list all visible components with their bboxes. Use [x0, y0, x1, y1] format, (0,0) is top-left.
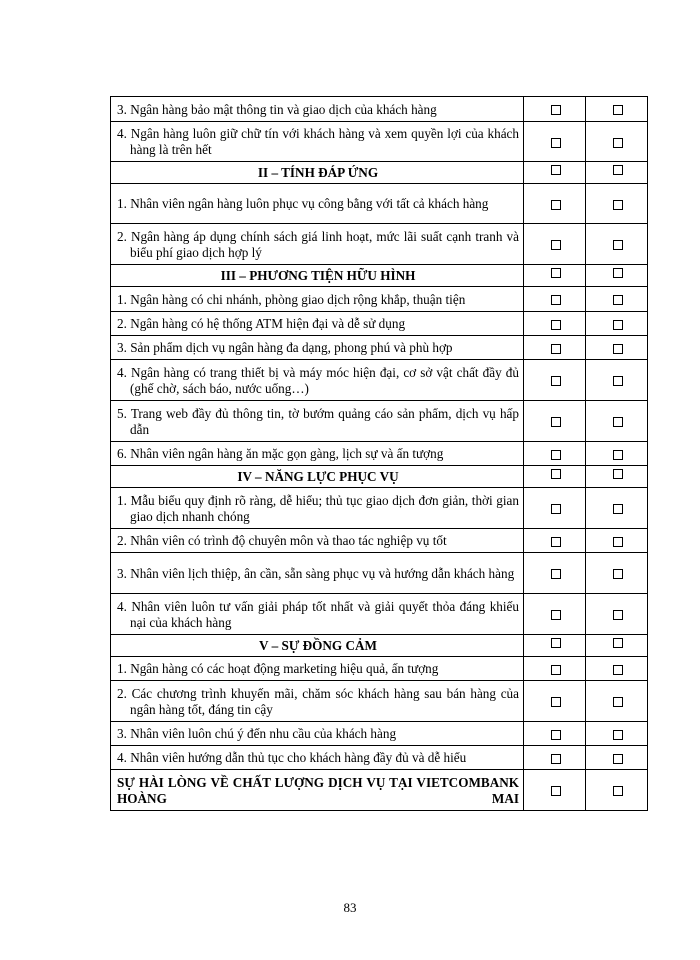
survey-item-row [111, 184, 648, 224]
checkbox-cell-1 [524, 657, 586, 681]
checkbox-icon[interactable] [551, 138, 561, 148]
row-text: 1. Mẫu biểu quy định rõ ràng, dễ hiểu; thủ tục giao dịch đơn giản, thời gian giao dịch nhanh chóng [117, 492, 519, 524]
survey-item-row [111, 681, 648, 722]
checkbox-cell-1 [524, 722, 586, 746]
survey-item-text [111, 681, 524, 722]
checkbox-icon[interactable] [613, 697, 623, 707]
checkbox-cell-1 [524, 162, 586, 184]
survey-item-text [111, 336, 524, 360]
survey-item-text [111, 553, 524, 594]
survey-item-row [111, 122, 648, 162]
checkbox-cell-2 [586, 224, 648, 265]
survey-item-row [111, 401, 648, 442]
checkbox-icon[interactable] [613, 665, 623, 675]
checkbox-icon[interactable] [551, 320, 561, 330]
checkbox-cell-2 [586, 442, 648, 466]
checkbox-cell-1 [524, 594, 586, 635]
checkbox-icon[interactable] [551, 240, 561, 250]
survey-item-row [111, 722, 648, 746]
survey-item-row [111, 657, 648, 681]
row-text: III – PHƯƠNG TIỆN HỮU HÌNH [220, 268, 416, 283]
checkbox-cell-2 [586, 122, 648, 162]
survey-item-text [111, 657, 524, 681]
checkbox-icon[interactable] [613, 105, 623, 115]
survey-item-text [111, 722, 524, 746]
section-heading [111, 162, 524, 184]
checkbox-cell-1 [524, 635, 586, 657]
survey-item-row [111, 594, 648, 635]
checkbox-cell-1 [524, 746, 586, 770]
survey-item-text [111, 287, 524, 312]
checkbox-icon[interactable] [551, 376, 561, 386]
checkbox-cell-1 [524, 224, 586, 265]
checkbox-icon[interactable] [551, 165, 561, 175]
row-text: 3. Sản phẩm dịch vụ ngân hàng đa dạng, phong phú và phù hợp [117, 340, 453, 355]
checkbox-cell-2 [586, 265, 648, 287]
section-heading-row [111, 265, 648, 287]
checkbox-cell-1 [524, 401, 586, 442]
checkbox-icon[interactable] [551, 610, 561, 620]
survey-item-row [111, 488, 648, 529]
checkbox-icon[interactable] [551, 295, 561, 305]
section-heading-row [111, 466, 648, 488]
checkbox-cell-1 [524, 681, 586, 722]
checkbox-cell-2 [586, 401, 648, 442]
survey-item-row [111, 529, 648, 553]
row-text: 1. Nhân viên ngân hàng luôn phục vụ công bằng với tất cả khách hàng [117, 196, 489, 211]
survey-item-row [111, 287, 648, 312]
survey-item-text [111, 312, 524, 336]
checkbox-cell-2 [586, 97, 648, 122]
survey-item-text [111, 488, 524, 529]
checkbox-icon[interactable] [613, 138, 623, 148]
checkbox-icon[interactable] [551, 268, 561, 278]
checkbox-icon[interactable] [551, 344, 561, 354]
row-text: 4. Nhân viên hướng dẫn thủ tục cho khách hàng đầy đủ và dễ hiểu [117, 750, 467, 765]
survey-table [110, 96, 648, 811]
checkbox-icon[interactable] [551, 638, 561, 648]
checkbox-cell-1 [524, 488, 586, 529]
checkbox-icon[interactable] [613, 376, 623, 386]
survey-item-row [111, 553, 648, 594]
checkbox-cell-2 [586, 770, 648, 811]
checkbox-icon[interactable] [551, 697, 561, 707]
checkbox-icon[interactable] [551, 504, 561, 514]
row-text: V – SỰ ĐỒNG CẢM [259, 638, 377, 653]
checkbox-icon[interactable] [551, 450, 561, 460]
checkbox-icon[interactable] [613, 165, 623, 175]
checkbox-icon[interactable] [613, 320, 623, 330]
row-text: II – TÍNH ĐÁP ỨNG [257, 165, 379, 180]
row-text: 3. Nhân viên lịch thiệp, ân cần, sẵn sàng phục vụ và hướng dẫn khách hàng [117, 565, 515, 581]
checkbox-icon[interactable] [613, 417, 623, 427]
row-text: 3. Nhân viên luôn chú ý đến nhu cầu của khách hàng [117, 726, 397, 741]
checkbox-cell-1 [524, 770, 586, 811]
checkbox-icon[interactable] [551, 754, 561, 764]
checkbox-icon[interactable] [613, 638, 623, 648]
checkbox-icon[interactable] [613, 754, 623, 764]
row-text: 6. Nhân viên ngân hàng ăn mặc gọn gàng, lịch sự và ấn tượng [117, 446, 444, 461]
checkbox-icon[interactable] [613, 469, 623, 479]
checkbox-cell-2 [586, 746, 648, 770]
checkbox-icon[interactable] [613, 537, 623, 547]
checkbox-icon[interactable] [613, 200, 623, 210]
row-text: 5. Trang web đầy đủ thông tin, tờ bướm quảng cáo sản phẩm, dịch vụ hấp dẫn [117, 405, 519, 437]
checkbox-cell-1 [524, 265, 586, 287]
survey-item-text [111, 224, 524, 265]
checkbox-icon[interactable] [551, 469, 561, 479]
checkbox-cell-2 [586, 312, 648, 336]
checkbox-cell-1 [524, 184, 586, 224]
survey-item-row [111, 312, 648, 336]
row-text: 2. Ngân hàng áp dụng chính sách giá linh hoạt, mức lãi suất cạnh tranh và biểu phí giao dịch hợp lý [117, 228, 519, 260]
survey-item-row [111, 336, 648, 360]
checkbox-cell-2 [586, 681, 648, 722]
row-text: SỰ HÀI LÒNG VỀ CHẤT LƯỢNG DỊCH VỤ TẠI VIETCOMBANK HOÀNG MAI [117, 774, 519, 806]
checkbox-cell-2 [586, 162, 648, 184]
row-text: 2. Ngân hàng có hệ thống ATM hiện đại và dễ sử dụng [117, 316, 406, 331]
section-heading [111, 265, 524, 287]
checkbox-cell-2 [586, 336, 648, 360]
survey-item-text [111, 122, 524, 162]
checkbox-icon[interactable] [613, 344, 623, 354]
overall-satisfaction-row [111, 770, 648, 811]
row-text: 2. Nhân viên có trình độ chuyên môn và thao tác nghiệp vụ tốt [117, 533, 447, 548]
section-heading-row [111, 162, 648, 184]
survey-item-text [111, 529, 524, 553]
checkbox-icon[interactable] [613, 730, 623, 740]
survey-item-row [111, 746, 648, 770]
survey-item-text [111, 401, 524, 442]
overall-satisfaction-label [111, 770, 524, 811]
checkbox-cell-1 [524, 529, 586, 553]
row-text: 3. Ngân hàng bảo mật thông tin và giao dịch của khách hàng [117, 101, 437, 117]
survey-item-text [111, 184, 524, 224]
checkbox-icon[interactable] [551, 786, 561, 796]
checkbox-icon[interactable] [613, 786, 623, 796]
checkbox-cell-2 [586, 184, 648, 224]
checkbox-cell-1 [524, 97, 586, 122]
checkbox-cell-2 [586, 360, 648, 401]
survey-item-row [111, 97, 648, 122]
checkbox-icon[interactable] [551, 200, 561, 210]
row-text: 4. Nhân viên luôn tư vấn giải pháp tốt nhất và giải quyết thỏa đáng khiếu nại của khách hàng [117, 598, 519, 630]
checkbox-icon[interactable] [613, 240, 623, 250]
section-heading [111, 466, 524, 488]
checkbox-cell-1 [524, 312, 586, 336]
checkbox-icon[interactable] [613, 450, 623, 460]
checkbox-cell-1 [524, 360, 586, 401]
checkbox-cell-1 [524, 466, 586, 488]
row-text: IV – NĂNG LỰC PHỤC VỤ [237, 469, 399, 484]
checkbox-icon[interactable] [551, 417, 561, 427]
checkbox-cell-1 [524, 553, 586, 594]
checkbox-cell-1 [524, 442, 586, 466]
checkbox-icon[interactable] [551, 569, 561, 579]
checkbox-cell-2 [586, 466, 648, 488]
checkbox-icon[interactable] [613, 268, 623, 278]
checkbox-cell-1 [524, 122, 586, 162]
checkbox-icon[interactable] [613, 610, 623, 620]
row-text: 4. Ngân hàng luôn giữ chữ tín với khách hàng và xem quyền lợi của khách hàng là trên hết [117, 126, 519, 157]
checkbox-cell-2 [586, 287, 648, 312]
survey-item-text [111, 97, 524, 122]
checkbox-icon[interactable] [551, 665, 561, 675]
checkbox-icon[interactable] [613, 504, 623, 514]
row-text: 1. Ngân hàng có các hoạt động marketing hiệu quả, ấn tượng [117, 661, 439, 676]
checkbox-cell-2 [586, 553, 648, 594]
row-text: 4. Ngân hàng có trang thiết bị và máy móc hiện đại, cơ sở vật chất đầy đủ (ghế chờ, sách báo, nước uống…) [117, 364, 519, 396]
checkbox-icon[interactable] [613, 569, 623, 579]
checkbox-icon[interactable] [551, 730, 561, 740]
section-heading-row [111, 635, 648, 657]
survey-item-text [111, 746, 524, 770]
checkbox-cell-2 [586, 594, 648, 635]
survey-table-body [111, 97, 648, 811]
checkbox-cell-1 [524, 287, 586, 312]
checkbox-cell-2 [586, 529, 648, 553]
checkbox-cell-2 [586, 488, 648, 529]
row-text: 1. Ngân hàng có chi nhánh, phòng giao dịch rộng khắp, thuận tiện [117, 291, 466, 307]
checkbox-icon[interactable] [551, 105, 561, 115]
survey-item-text [111, 360, 524, 401]
survey-item-row [111, 442, 648, 466]
checkbox-icon[interactable] [551, 537, 561, 547]
section-heading [111, 635, 524, 657]
row-text: 2. Các chương trình khuyến mãi, chăm sóc khách hàng sau bán hàng của ngân hàng tốt, đáng tin cậy [117, 685, 519, 717]
checkbox-cell-2 [586, 657, 648, 681]
checkbox-cell-2 [586, 722, 648, 746]
checkbox-icon[interactable] [613, 295, 623, 305]
survey-item-row [111, 224, 648, 265]
checkbox-cell-2 [586, 635, 648, 657]
page-number: 83 [343, 900, 357, 915]
survey-item-text [111, 594, 524, 635]
checkbox-cell-1 [524, 336, 586, 360]
survey-item-row [111, 360, 648, 401]
survey-item-text [111, 442, 524, 466]
